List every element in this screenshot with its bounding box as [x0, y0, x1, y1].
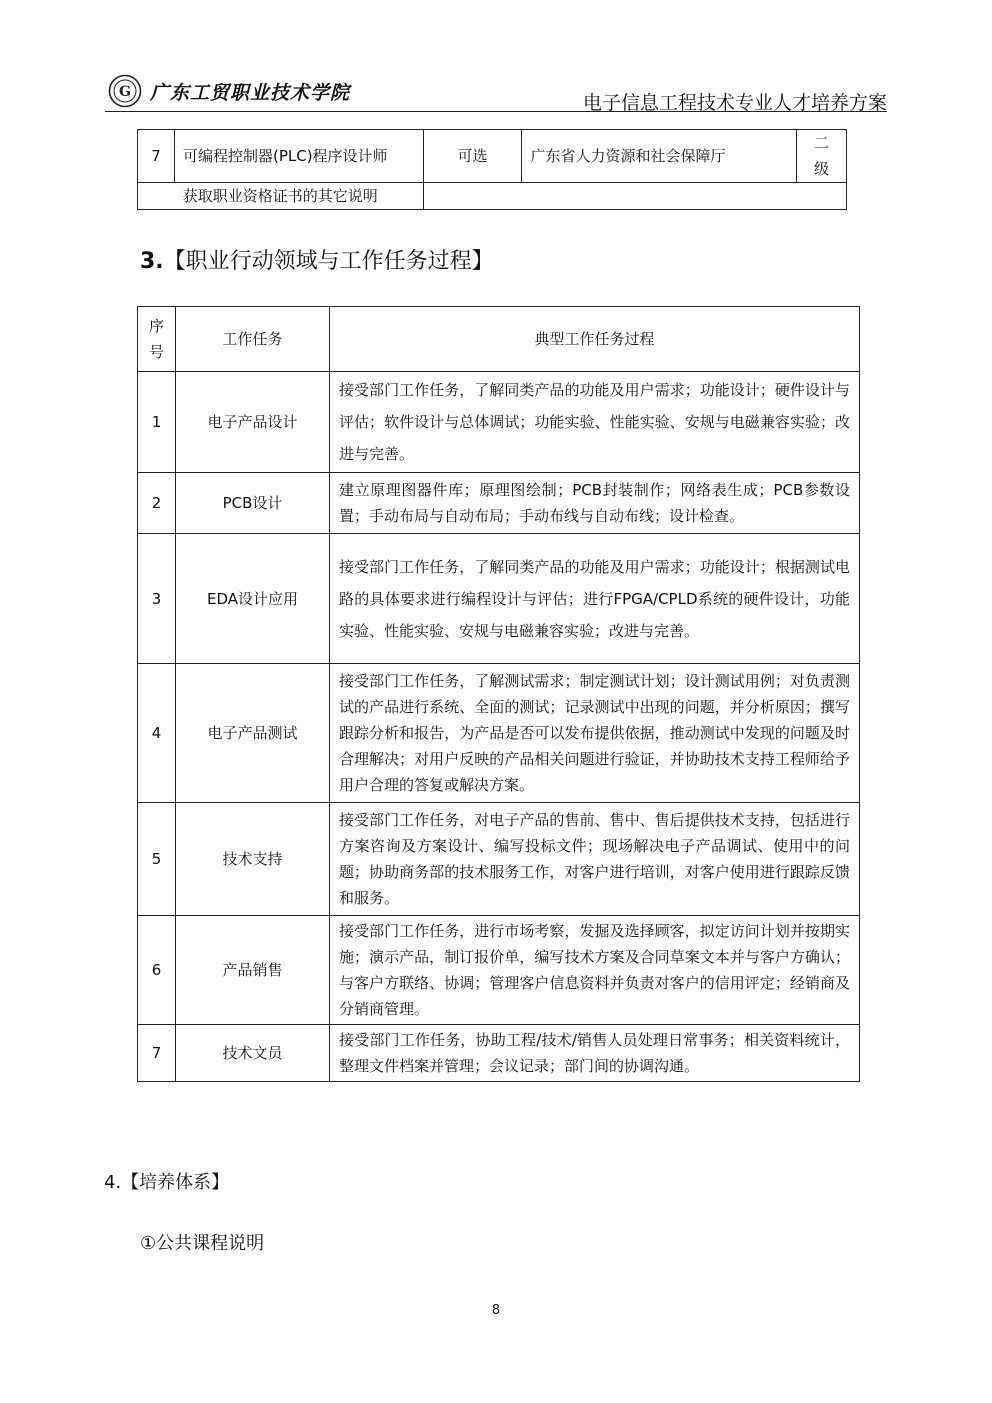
table-row — [138, 916, 860, 1025]
cert-no: 7 — [138, 130, 175, 183]
table-row — [138, 473, 860, 534]
table-row — [138, 183, 847, 210]
header-no: 序号 — [138, 307, 176, 372]
task-process: 接受部门工作任务，协助工程/技术/销售人员处理日常事务；相关资料统计，整理文件档案并管理；会议记录；部门间的协调沟通。 — [330, 1025, 860, 1082]
task-no: 2 — [138, 473, 176, 534]
task-no: 6 — [138, 916, 176, 1025]
task-process: 接受部门工作任务，了解测试需求；制定测试计划；设计测试用例；对负责测试的产品进行系统、全面的测试；记录测试中出现的问题，并分析原因；撰写跟踪分析和报告，为产品是否可以发布提供依据，推动测试中发现的问题及时合理解决；对用户反映的产品相关问题进行验证，并协助技术支持工程师给予用户合理的答复或解决方案。 — [330, 664, 860, 803]
cert-org: 广东省人力资源和社会保障厅 — [522, 130, 797, 183]
svg-text:G: G — [119, 84, 131, 100]
task-no: 3 — [138, 534, 176, 664]
task-process: 建立原理图器件库；原理图绘制；PCB封装制作；网络表生成；PCB参数设置；手动布局与自动布局；手动布线与自动布线；设计检查。 — [330, 473, 860, 534]
cert-level: 二级 — [796, 130, 846, 183]
task-process: 接受部门工作任务，对电子产品的售前、售中、售后提供技术支持，包括进行方案咨询及方案设计、编写投标文件；现场解决电子产品调试、使用中的问题；协助商务部的技术服务工作，对客户进行培训，对客户使用进行跟踪反馈和服务。 — [330, 803, 860, 916]
table-row — [138, 664, 860, 803]
task-name: 电子产品测试 — [176, 664, 330, 803]
table-row — [138, 534, 860, 664]
header-divider — [105, 111, 887, 112]
task-no: 5 — [138, 803, 176, 916]
header-task: 工作任务 — [176, 307, 330, 372]
task-no: 1 — [138, 372, 176, 473]
task-name: 技术支持 — [176, 803, 330, 916]
work-task-table — [137, 306, 860, 1082]
task-no: 7 — [138, 1025, 176, 1082]
cert-type: 可选 — [423, 130, 522, 183]
cert-note-label: 获取职业资格证书的其它说明 — [138, 183, 424, 210]
task-name: 技术文员 — [176, 1025, 330, 1082]
cert-note-value — [423, 183, 846, 210]
table-row — [138, 372, 860, 473]
page-number: 8 — [491, 1303, 501, 1318]
section-3-title: 【职业行动领域与工作任务过程】 — [163, 249, 494, 274]
school-logo-icon — [108, 74, 142, 108]
task-name: PCB设计 — [176, 473, 330, 534]
section-3-number: 3. — [140, 249, 164, 274]
certificate-table — [137, 129, 847, 210]
task-name: EDA设计应用 — [176, 534, 330, 664]
section-4-heading: 4.【培养体系】 — [104, 1172, 230, 1193]
task-process: 接受部门工作任务，进行市场考察，发掘及选择顾客，拟定访问计划并按期实施；演示产品，制订报价单，编写技术方案及合同草案文本并与客户方确认；与客户方联络、协调；管理客户信息资料并负责对客户的信用评定；经销商及分销商管理。 — [330, 916, 860, 1025]
cert-name: 可编程控制器(PLC)程序设计师 — [174, 130, 423, 183]
table-row — [138, 130, 847, 183]
table-row — [138, 1025, 860, 1082]
school-name: 广东工贸职业技术学院 — [150, 82, 351, 104]
task-no: 4 — [138, 664, 176, 803]
subsection-public-courses: ①公共课程说明 — [140, 1233, 265, 1254]
section-3-heading — [140, 244, 494, 275]
table-header-row — [138, 307, 860, 372]
task-name: 产品销售 — [176, 916, 330, 1025]
task-process: 接受部门工作任务，了解同类产品的功能及用户需求；功能设计；硬件设计与评估；软件设计与总体调试；功能实验、性能实验、安规与电磁兼容实验；改进与完善。 — [330, 372, 860, 473]
document-title: 电子信息工程技术专业人才培养方案 — [582, 92, 887, 114]
task-process: 接受部门工作任务，了解同类产品的功能及用户需求；功能设计；根据测试电路的具体要求进行编程设计与评估；进行FPGA/CPLD系统的硬件设计，功能实验、性能实验、安规与电磁兼容实验；改进与完善。 — [330, 534, 860, 664]
header-process: 典型工作任务过程 — [330, 307, 860, 372]
task-name: 电子产品设计 — [176, 372, 330, 473]
table-row — [138, 803, 860, 916]
